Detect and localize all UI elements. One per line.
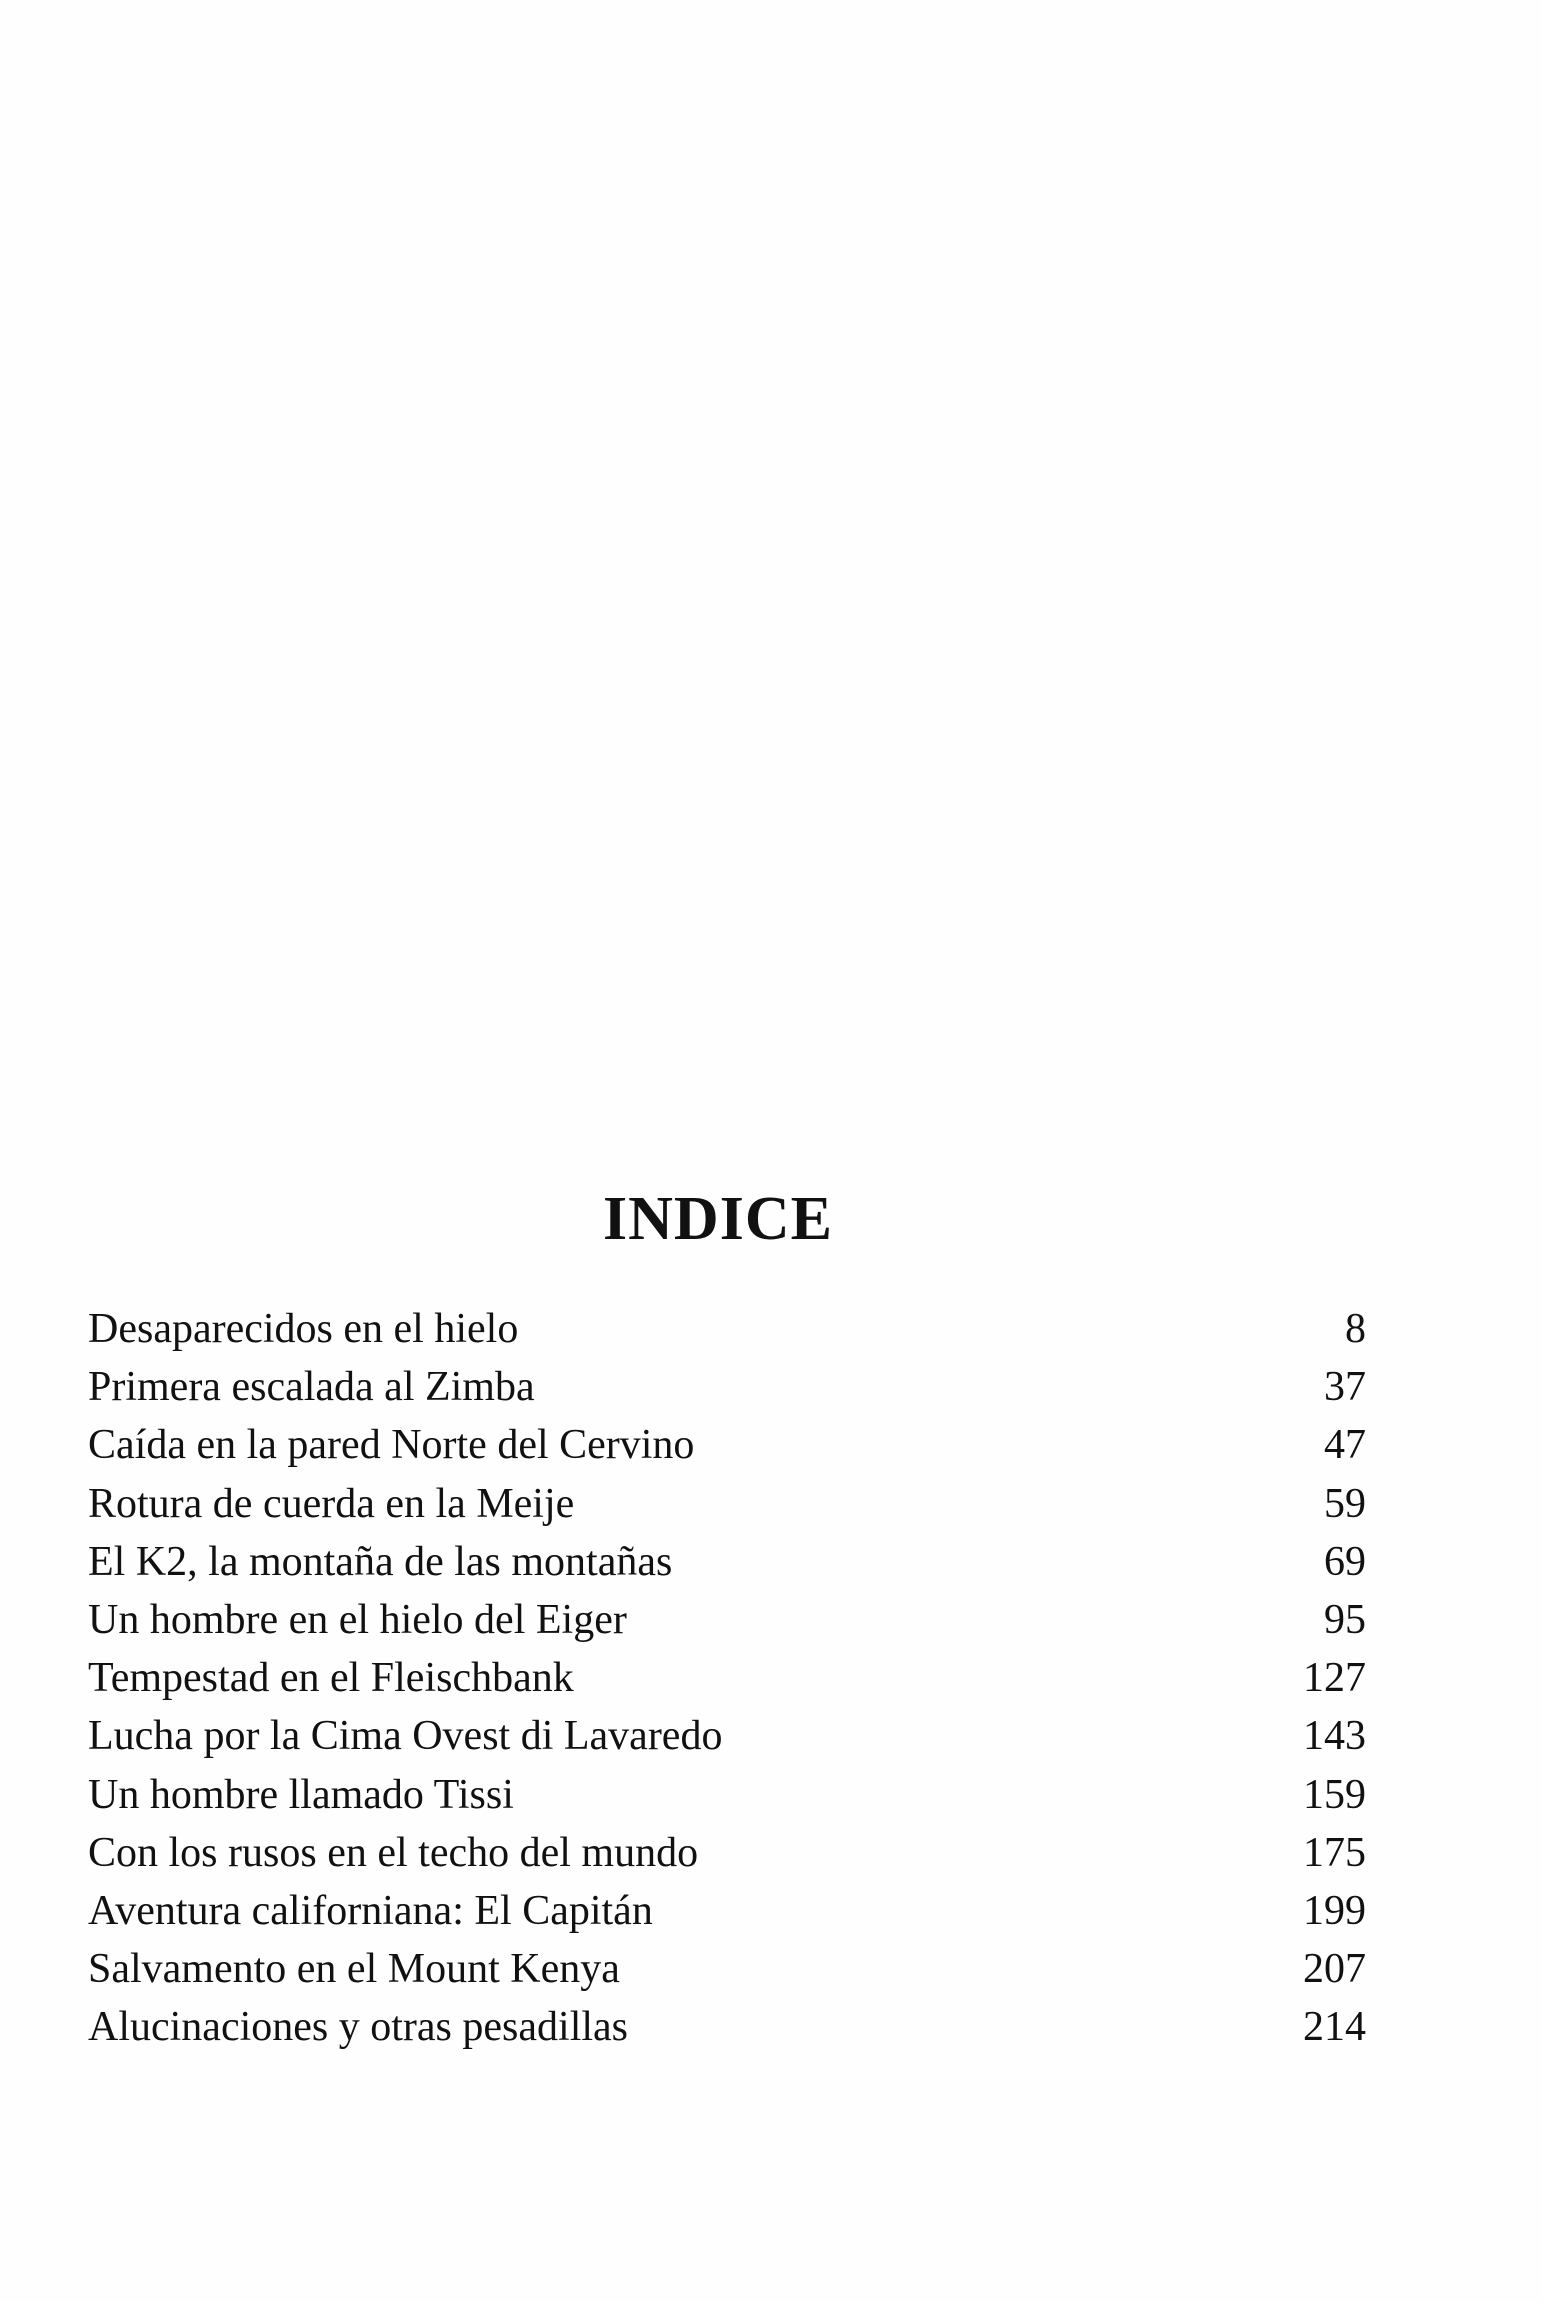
toc-entry-title: Con los rusos en el techo del mundo	[88, 1829, 699, 1876]
toc-entry	[88, 1416, 1366, 1474]
toc-entry-title: Lucha por la Cima Ovest di Lavaredo	[88, 1713, 723, 1760]
toc-entry	[88, 1649, 1366, 1707]
toc-entry-title: Caída en la pared Norte del Cervino	[88, 1422, 695, 1469]
toc-entry-page: 8	[1345, 1306, 1366, 1352]
toc-entry	[88, 1824, 1366, 1882]
toc-entry	[88, 1998, 1366, 2056]
toc-entry	[88, 1300, 1366, 1358]
table-of-contents	[88, 1300, 1366, 2056]
toc-entry	[88, 1475, 1366, 1533]
toc-entry-page: 199	[1303, 1887, 1366, 1934]
toc-entry-page: 47	[1324, 1422, 1366, 1469]
toc-entry	[88, 1591, 1366, 1649]
toc-entry	[88, 1707, 1366, 1765]
toc-entry-title: Un hombre en el hielo del Eiger	[88, 1596, 627, 1643]
toc-entry	[88, 1882, 1366, 1940]
toc-entry-title: Salvamento en el Mount Kenya	[88, 1946, 620, 1993]
toc-entry	[88, 1533, 1366, 1591]
toc-entry-title: Aventura californiana: El Capitán	[88, 1887, 653, 1934]
toc-entry-page: 127	[1303, 1655, 1366, 1702]
page-title: INDICE	[603, 1184, 833, 1253]
toc-entry-page: 214	[1303, 2004, 1366, 2051]
toc-entry-page: 95	[1324, 1596, 1366, 1643]
toc-entry-page: 175	[1303, 1829, 1366, 1876]
toc-entry-page: 37	[1324, 1364, 1366, 1411]
toc-entry	[88, 1766, 1366, 1824]
toc-entry-title: Tempestad en el Fleischbank	[88, 1655, 574, 1702]
toc-entry-title: Primera escalada al Zimba	[88, 1364, 535, 1411]
toc-entry-page: 143	[1303, 1713, 1366, 1760]
toc-entry-title: El K2, la montaña de las montañas	[88, 1538, 673, 1585]
toc-entry-page: 207	[1303, 1946, 1366, 1993]
toc-entry	[88, 1940, 1366, 1998]
toc-entry-title: Rotura de cuerda en la Meije	[88, 1480, 575, 1527]
toc-entry	[88, 1358, 1366, 1416]
toc-entry-title: Desaparecidos en el hielo	[88, 1306, 519, 1352]
toc-entry-page: 59	[1324, 1480, 1366, 1527]
toc-entry-title: Un hombre llamado Tissi	[88, 1771, 514, 1818]
toc-entry-page: 69	[1324, 1538, 1366, 1585]
toc-entry-title: Alucinaciones y otras pesadillas	[88, 2004, 629, 2051]
toc-entry-page: 159	[1303, 1771, 1366, 1818]
